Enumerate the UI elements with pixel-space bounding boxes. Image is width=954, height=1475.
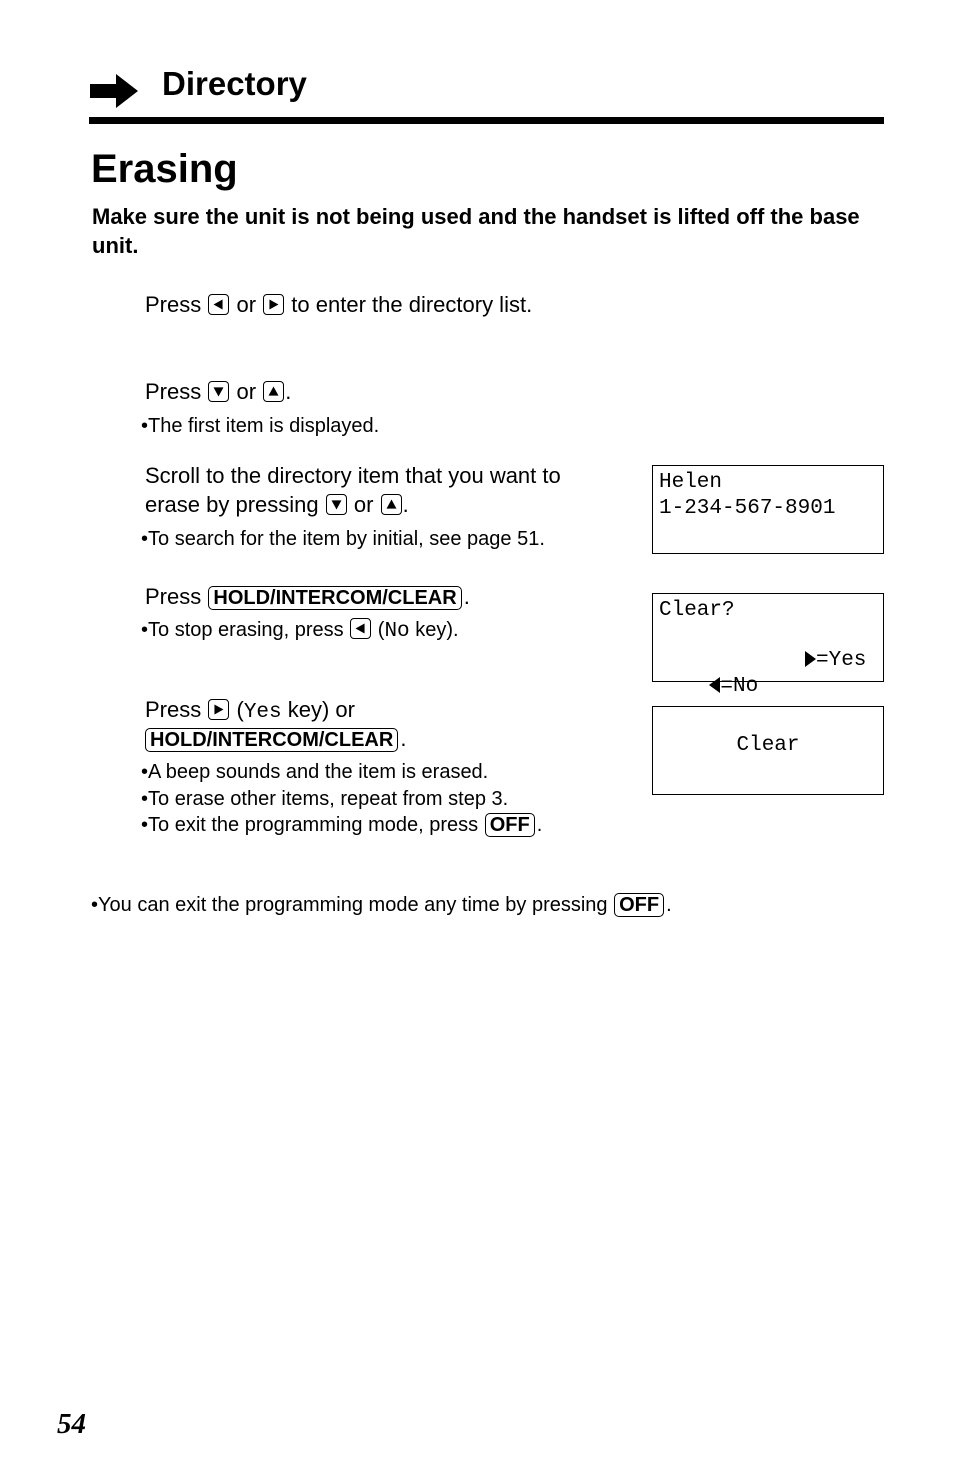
step3-line2: erase by pressing or .: [145, 492, 409, 517]
left-key-icon: [350, 618, 371, 639]
step4-note: •To stop erasing, press (No key).: [141, 619, 459, 643]
page-number: 54: [57, 1408, 86, 1440]
off-key: OFF: [614, 893, 664, 917]
step2: Press or .: [145, 379, 292, 404]
up-key-icon: [381, 494, 402, 515]
hold-intercom-clear-key: HOLD/INTERCOM/CLEAR: [208, 586, 461, 610]
lcd-display-directory: Helen 1-234-567-8901: [652, 465, 884, 554]
step5-line1: Press (Yes key) or: [145, 697, 355, 724]
lcd-display-cleared: Clear: [652, 706, 884, 795]
step3-line1: Scroll to the directory item that you want to: [145, 463, 561, 488]
lcd-display-clear-prompt: Clear? =No =Yes: [652, 593, 884, 682]
down-key-icon: [208, 381, 229, 402]
header-rule: [89, 117, 884, 124]
step5-note-2: •To erase other items, repeat from step 3.: [141, 788, 509, 810]
step1: Press or to enter the directory list.: [145, 292, 533, 317]
right-key-icon: [263, 294, 284, 315]
hold-intercom-clear-key: HOLD/INTERCOM/CLEAR: [145, 728, 398, 752]
intro-warning: Make sure the unit is not being used and the handset is lifted off the base unit.: [92, 204, 860, 258]
page-title: Erasing: [91, 147, 238, 191]
step5-note-1: •A beep sounds and the item is erased.: [141, 761, 489, 783]
right-key-icon: [208, 699, 229, 720]
left-triangle-icon: [709, 677, 720, 693]
right-triangle-icon: [805, 651, 816, 667]
step3-note: •To search for the item by initial, see page 51.: [141, 528, 545, 550]
step4: Press HOLD/INTERCOM/CLEAR .: [145, 584, 470, 609]
step5-line2: HOLD/INTERCOM/CLEAR .: [145, 724, 406, 753]
off-key: OFF: [485, 813, 535, 837]
section-title: Directory: [162, 65, 307, 102]
step5-note-3: •To exit the programming mode, press OFF .: [141, 814, 543, 836]
right-arrow-icon: [90, 73, 138, 109]
left-key-icon: [208, 294, 229, 315]
footer-note: •You can exit the programming mode any time by pressing OFF .: [91, 894, 672, 916]
down-key-icon: [326, 494, 347, 515]
step2-note: •The first item is displayed.: [141, 415, 380, 437]
up-key-icon: [263, 381, 284, 402]
